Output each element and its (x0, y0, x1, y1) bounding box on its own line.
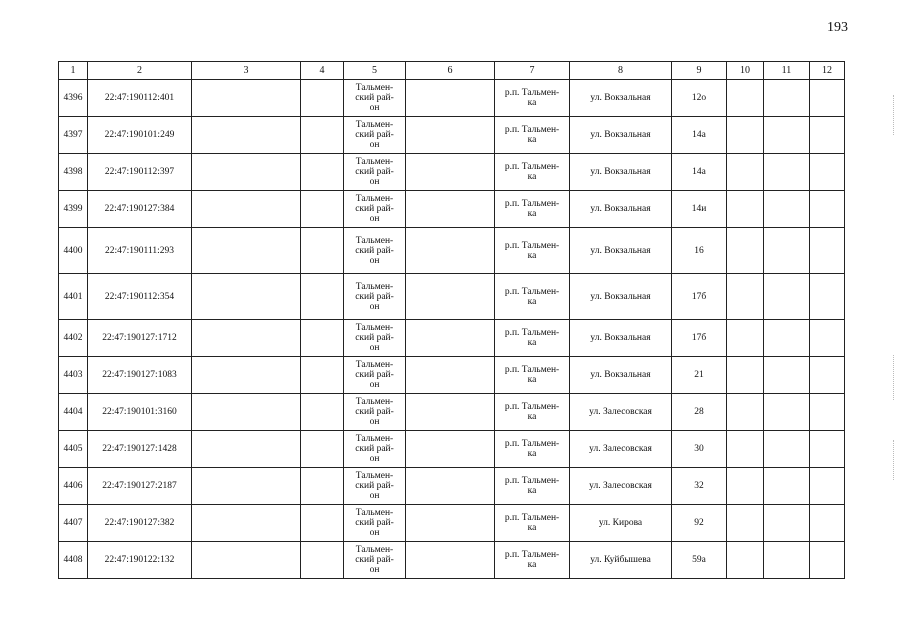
cell-settlement-line: р.п. Тальмен- (504, 439, 560, 449)
cell-cadastral-number: 22:47:190127:1712 (88, 320, 192, 357)
cell-settlement-line: р.п. Тальмен- (504, 286, 560, 297)
table-row (59, 274, 845, 320)
cell-district-line: Тальмен- (355, 323, 394, 333)
cell-cadastral-number: 22:47:190127:1428 (88, 431, 192, 468)
cell-settlement-line: ка (527, 135, 537, 145)
table-body (59, 80, 845, 579)
cell-col-3 (192, 542, 301, 579)
cell-col-4 (301, 320, 344, 357)
cell-number: 4399 (59, 191, 88, 228)
cell-district (344, 80, 406, 117)
cell-col-10 (727, 274, 764, 320)
cell-col-11 (764, 320, 810, 357)
cell-col-4 (301, 431, 344, 468)
cell-house: 12о (672, 80, 727, 117)
cell-district-line: Тальмен- (355, 157, 394, 167)
cell-col-11 (764, 505, 810, 542)
cell-col-4 (301, 542, 344, 579)
cell-cadastral-number: 22:47:190127:384 (88, 191, 192, 228)
cell-settlement (495, 505, 570, 542)
table-row (59, 394, 845, 431)
cell-street: ул. Вокзальная (570, 320, 672, 357)
cell-settlement-line: ка (527, 523, 537, 533)
cell-house: 32 (672, 468, 727, 505)
cell-number: 4403 (59, 357, 88, 394)
cell-col-11 (764, 394, 810, 431)
cell-settlement (495, 394, 570, 431)
cell-col-3 (192, 191, 301, 228)
scan-edge-mark (893, 95, 895, 135)
cell-house: 17б (672, 320, 727, 357)
cell-col-11 (764, 274, 810, 320)
cell-col-12 (810, 505, 845, 542)
table-row (59, 154, 845, 191)
cell-col-4 (301, 117, 344, 154)
cell-settlement (495, 117, 570, 154)
cell-settlement-line: ка (527, 449, 537, 459)
cell-col-12 (810, 154, 845, 191)
cell-col-12 (810, 542, 845, 579)
cell-district-line: ский рай- (355, 555, 394, 565)
cell-col-3 (192, 154, 301, 191)
cell-col-3 (192, 117, 301, 154)
cell-number: 4406 (59, 468, 88, 505)
cell-district-line: он (369, 491, 380, 501)
cell-settlement (495, 228, 570, 274)
table-row (59, 357, 845, 394)
cell-district-line: он (369, 380, 380, 390)
cell-house: 21 (672, 357, 727, 394)
cell-district-line: ский рай- (355, 245, 394, 256)
cell-col-10 (727, 542, 764, 579)
table-row (59, 320, 845, 357)
cell-settlement-line: р.п. Тальмен- (504, 240, 560, 251)
cell-district-line: он (369, 140, 380, 150)
cell-col-10 (727, 431, 764, 468)
cell-col-3 (192, 394, 301, 431)
cell-col-6 (406, 274, 495, 320)
cell-cadastral-number: 22:47:190112:401 (88, 80, 192, 117)
cell-col-11 (764, 80, 810, 117)
cell-district-line: Тальмен- (355, 194, 394, 204)
column-header-2: 2 (88, 62, 192, 80)
cell-settlement-line: р.п. Тальмен- (504, 402, 560, 412)
cell-col-3 (192, 357, 301, 394)
cell-district (344, 274, 406, 320)
cell-col-4 (301, 357, 344, 394)
cell-district (344, 117, 406, 154)
cell-settlement (495, 357, 570, 394)
cell-col-10 (727, 394, 764, 431)
cell-col-11 (764, 468, 810, 505)
cell-district-line: он (369, 528, 380, 538)
cell-col-10 (727, 320, 764, 357)
column-header-7: 7 (495, 62, 570, 80)
cell-settlement (495, 431, 570, 468)
cell-district-line: ский рай- (355, 370, 394, 380)
cell-col-4 (301, 505, 344, 542)
cell-settlement-line: ка (527, 250, 537, 261)
cell-settlement (495, 274, 570, 320)
cell-settlement (495, 468, 570, 505)
cell-district-line: он (369, 565, 380, 575)
cell-settlement-line: ка (527, 375, 537, 385)
cell-col-12 (810, 468, 845, 505)
cell-street: ул. Вокзальная (570, 80, 672, 117)
table-row (59, 431, 845, 468)
cell-cadastral-number: 22:47:190127:2187 (88, 468, 192, 505)
cell-cadastral-number: 22:47:190127:1083 (88, 357, 192, 394)
page-number: 193 (827, 20, 848, 35)
cell-settlement-line: р.п. Тальмен- (504, 328, 560, 338)
cell-settlement (495, 80, 570, 117)
cell-street: ул. Залесовская (570, 468, 672, 505)
table-row (59, 468, 845, 505)
column-header-3: 3 (192, 62, 301, 80)
cell-col-4 (301, 468, 344, 505)
cell-col-3 (192, 80, 301, 117)
cell-col-12 (810, 80, 845, 117)
cell-col-4 (301, 394, 344, 431)
cell-cadastral-number: 22:47:190101:249 (88, 117, 192, 154)
cell-col-12 (810, 228, 845, 274)
cell-col-11 (764, 191, 810, 228)
table-row (59, 117, 845, 154)
cell-col-12 (810, 117, 845, 154)
cell-col-3 (192, 468, 301, 505)
column-header-10: 10 (727, 62, 764, 80)
cell-col-10 (727, 505, 764, 542)
cell-street: ул. Вокзальная (570, 117, 672, 154)
table-row (59, 191, 845, 228)
cell-house: 59а (672, 542, 727, 579)
cell-settlement-line: р.п. Тальмен- (504, 199, 560, 209)
cell-col-3 (192, 431, 301, 468)
cell-district (344, 542, 406, 579)
cell-district-line: ский рай- (355, 444, 394, 454)
cell-house: 14а (672, 117, 727, 154)
cell-col-11 (764, 117, 810, 154)
cell-district-line: он (369, 301, 380, 312)
cell-district (344, 357, 406, 394)
cell-settlement-line: ка (527, 412, 537, 422)
cell-number: 4402 (59, 320, 88, 357)
cell-col-6 (406, 431, 495, 468)
cell-settlement-line: р.п. Тальмен- (504, 550, 560, 560)
cell-house: 28 (672, 394, 727, 431)
cell-col-11 (764, 542, 810, 579)
cell-number: 4396 (59, 80, 88, 117)
cell-col-12 (810, 274, 845, 320)
cell-col-3 (192, 228, 301, 274)
cell-number: 4397 (59, 117, 88, 154)
cell-number: 4407 (59, 505, 88, 542)
cell-settlement (495, 154, 570, 191)
cell-district-line: Тальмен- (355, 281, 394, 292)
column-header-4: 4 (301, 62, 344, 80)
cell-settlement-line: ка (527, 338, 537, 348)
cell-col-6 (406, 357, 495, 394)
cell-district-line: Тальмен- (355, 397, 394, 407)
cell-cadastral-number: 22:47:190122:132 (88, 542, 192, 579)
column-header-5: 5 (344, 62, 406, 80)
cell-settlement-line: р.п. Тальмен- (504, 476, 560, 486)
cell-district (344, 505, 406, 542)
cell-number: 4400 (59, 228, 88, 274)
scan-edge-mark (893, 355, 895, 400)
cell-cadastral-number: 22:47:190112:397 (88, 154, 192, 191)
cell-col-3 (192, 505, 301, 542)
cell-district-line: Тальмен- (355, 120, 394, 130)
cell-col-10 (727, 468, 764, 505)
cell-district (344, 431, 406, 468)
table-row (59, 505, 845, 542)
cell-street: ул. Вокзальная (570, 191, 672, 228)
cell-number: 4401 (59, 274, 88, 320)
cell-col-12 (810, 357, 845, 394)
cell-col-11 (764, 154, 810, 191)
cell-col-10 (727, 191, 764, 228)
cell-col-10 (727, 228, 764, 274)
cell-col-11 (764, 357, 810, 394)
column-header-12: 12 (810, 62, 845, 80)
cell-settlement-line: р.п. Тальмен- (504, 365, 560, 375)
cell-district (344, 191, 406, 228)
cell-house: 14а (672, 154, 727, 191)
cell-cadastral-number: 22:47:190101:3160 (88, 394, 192, 431)
cell-col-3 (192, 274, 301, 320)
cell-number: 4405 (59, 431, 88, 468)
table-row (59, 228, 845, 274)
cell-settlement-line: р.п. Тальмен- (504, 88, 560, 98)
cell-district-line: Тальмен- (355, 508, 394, 518)
cell-house: 92 (672, 505, 727, 542)
registry-table (58, 61, 845, 579)
cell-cadastral-number: 22:47:190112:354 (88, 274, 192, 320)
cell-house: 16 (672, 228, 727, 274)
cell-col-6 (406, 191, 495, 228)
cell-settlement-line: ка (527, 98, 537, 108)
cell-col-6 (406, 154, 495, 191)
cell-district (344, 468, 406, 505)
cell-col-12 (810, 191, 845, 228)
cell-settlement (495, 191, 570, 228)
cell-street: ул. Вокзальная (570, 357, 672, 394)
cell-street: ул. Залесовская (570, 431, 672, 468)
cell-col-6 (406, 320, 495, 357)
cell-district-line: ский рай- (355, 333, 394, 343)
cell-district (344, 228, 406, 274)
cell-street: ул. Вокзальная (570, 154, 672, 191)
cell-house: 17б (672, 274, 727, 320)
cell-number: 4408 (59, 542, 88, 579)
cell-district (344, 154, 406, 191)
cell-cadastral-number: 22:47:190127:382 (88, 505, 192, 542)
cell-col-6 (406, 228, 495, 274)
cell-settlement (495, 320, 570, 357)
cell-district-line: Тальмен- (355, 545, 394, 555)
cell-col-10 (727, 154, 764, 191)
cell-street: ул. Вокзальная (570, 228, 672, 274)
cell-district-line: ский рай- (355, 167, 394, 177)
cell-col-11 (764, 431, 810, 468)
cell-district-line: он (369, 214, 380, 224)
cell-number: 4398 (59, 154, 88, 191)
column-header-1: 1 (59, 62, 88, 80)
table-row (59, 80, 845, 117)
cell-street: ул. Вокзальная (570, 274, 672, 320)
scan-edge-mark (893, 440, 895, 480)
cell-district-line: он (369, 454, 380, 464)
cell-col-12 (810, 320, 845, 357)
cell-col-6 (406, 468, 495, 505)
cell-street: ул. Залесовская (570, 394, 672, 431)
column-header-6: 6 (406, 62, 495, 80)
header-row (59, 62, 845, 80)
cell-settlement-line: ка (527, 560, 537, 570)
cell-district-line: ский рай- (355, 518, 394, 528)
cell-settlement-line: ка (527, 486, 537, 496)
cell-settlement-line: р.п. Тальмен- (504, 125, 560, 135)
cell-district-line: ский рай- (355, 204, 394, 214)
cell-district-line: он (369, 103, 380, 113)
cell-col-4 (301, 228, 344, 274)
cell-house: 30 (672, 431, 727, 468)
cell-col-6 (406, 505, 495, 542)
cell-col-6 (406, 542, 495, 579)
cell-street: ул. Куйбышева (570, 542, 672, 579)
cell-district (344, 320, 406, 357)
cell-district-line: он (369, 343, 380, 353)
cell-number: 4404 (59, 394, 88, 431)
cell-house: 14и (672, 191, 727, 228)
cell-district-line: ский рай- (355, 291, 394, 302)
cell-col-10 (727, 357, 764, 394)
cell-col-4 (301, 80, 344, 117)
cell-district (344, 394, 406, 431)
cell-col-10 (727, 117, 764, 154)
cell-district-line: он (369, 255, 380, 266)
cell-col-6 (406, 80, 495, 117)
cell-col-4 (301, 274, 344, 320)
cell-col-11 (764, 228, 810, 274)
cell-settlement-line: ка (527, 296, 537, 307)
cell-col-10 (727, 80, 764, 117)
cell-district-line: ский рай- (355, 130, 394, 140)
cell-col-12 (810, 394, 845, 431)
cell-settlement-line: ка (527, 209, 537, 219)
cell-col-6 (406, 117, 495, 154)
cell-col-3 (192, 320, 301, 357)
table-row (59, 542, 845, 579)
column-header-11: 11 (764, 62, 810, 80)
cell-col-12 (810, 431, 845, 468)
cell-district-line: он (369, 177, 380, 187)
column-header-8: 8 (570, 62, 672, 80)
cell-street: ул. Кирова (570, 505, 672, 542)
cell-settlement-line: ка (527, 172, 537, 182)
cell-district-line: Тальмен- (355, 360, 394, 370)
cell-district-line: ский рай- (355, 407, 394, 417)
cell-col-4 (301, 154, 344, 191)
cell-settlement-line: р.п. Тальмен- (504, 162, 560, 172)
column-header-9: 9 (672, 62, 727, 80)
cell-district-line: Тальмен- (355, 83, 394, 93)
cell-district-line: Тальмен- (355, 235, 394, 246)
cell-district-line: ский рай- (355, 481, 394, 491)
cell-col-6 (406, 394, 495, 431)
cell-district-line: Тальмен- (355, 471, 394, 481)
cell-cadastral-number: 22:47:190111:293 (88, 228, 192, 274)
cell-col-4 (301, 191, 344, 228)
cell-settlement-line: р.п. Тальмен- (504, 513, 560, 523)
cell-settlement (495, 542, 570, 579)
cell-district-line: ский рай- (355, 93, 394, 103)
cell-district-line: Тальмен- (355, 434, 394, 444)
cell-district-line: он (369, 417, 380, 427)
